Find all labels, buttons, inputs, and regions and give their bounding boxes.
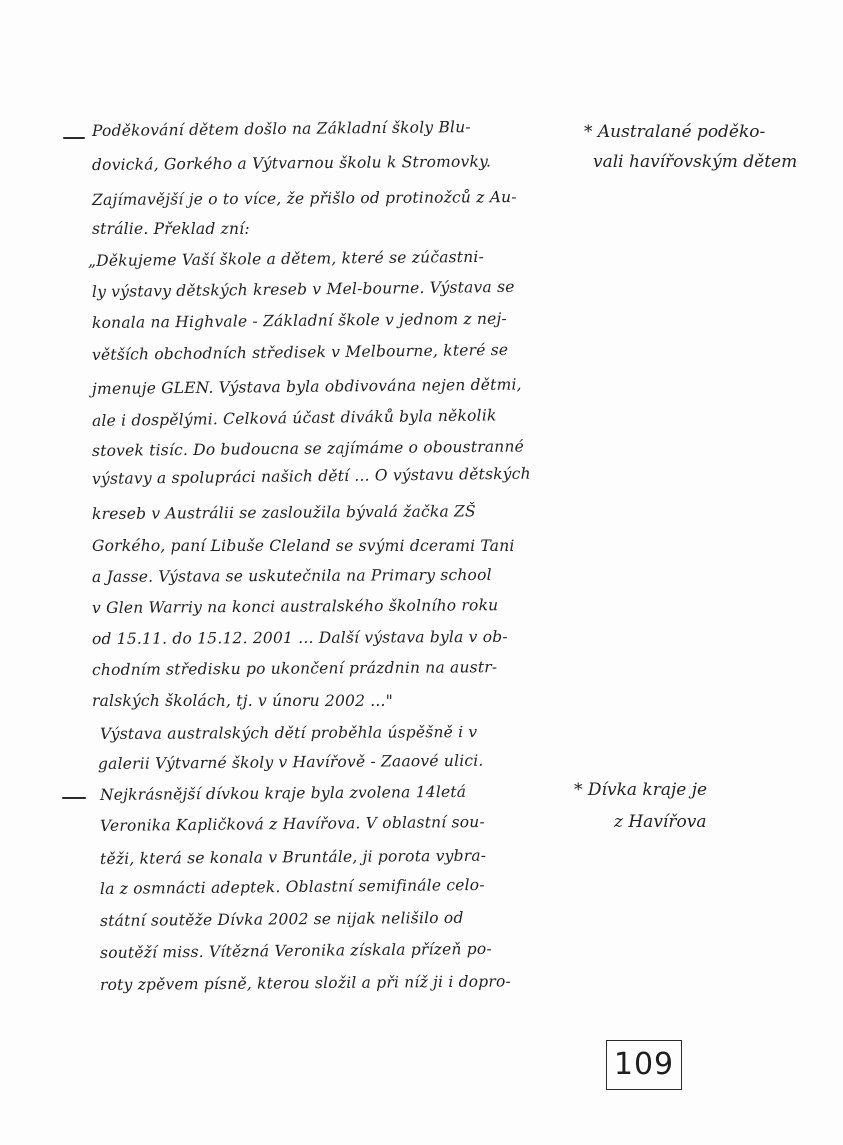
text-line: Výstava australských dětí proběhla úspěšně i v [99, 723, 478, 743]
text-line: galerii Výtvarné školy v Havířově - Zaaové ulici. [97, 751, 484, 773]
text-line: výstavy a spolupráci našich dětí ... O výstavu dětských [91, 464, 531, 488]
text-line: strálie. Překlad zní: [92, 220, 250, 238]
text-line: od 15.11. do 15.12. 2001 ... Další výstava byla v ob- [91, 627, 508, 648]
entry-dash [62, 797, 86, 799]
text-line: Gorkého, paní Libuše Cleland se svými dcerami Tani [92, 537, 515, 555]
text-line: těži, která se konala v Bruntále, ji porota vybra- [99, 846, 487, 868]
text-line: Veronika Kapličková z Havířova. V oblastní sou- [99, 812, 485, 835]
text-line: roty zpěvem písně, kterou složil a při níž ji i dopro- [99, 972, 512, 994]
entry-dash [63, 137, 85, 139]
text-line: ale i dospělými. Celková účast diváků byla několik [91, 406, 497, 430]
page-number-box [606, 1040, 682, 1090]
text-line: v Glen Warriy na konci australského školního roku [91, 596, 499, 617]
margin-note-line: * Australané poděko- [584, 122, 766, 142]
text-line: Poděkování dětem došlo na Základní školy Blu- [91, 118, 471, 140]
text-line: konala na Highvale - Základní škole v jednom z nej- [91, 309, 508, 332]
page-number: 109 [613, 1047, 675, 1082]
text-line: stovek tisíc. Do budoucna se zajímáme o oboustranné [91, 437, 525, 460]
text-line: la z osmnácti adeptek. Oblastní semifinále celo- [99, 875, 485, 898]
text-line: kreseb v Austrálii se zasloužila bývalá žačka ZŠ [91, 502, 476, 523]
margin-note-line: * Dívka kraje je [574, 780, 708, 800]
text-line: „Děkujeme Vaší škole a dětem, které se zúčastni- [87, 247, 485, 270]
text-line: Nejkrásnější dívkou kraje byla zvolena 14letá [99, 782, 467, 804]
text-line: soutěží miss. Vítězná Veronika získala přízeň po- [99, 939, 492, 962]
text-line: dovická, Gorkého a Výtvarnou školu k Stromovky. [91, 152, 492, 174]
text-line: ly výstavy dětských kreseb v Mel-bourne. Výstava se [91, 277, 515, 301]
text-line: větších obchodních středisek v Melbourne, které se [91, 340, 509, 364]
text-line: jmenuje GLEN. Výstava byla obdivována nejen dětmi, [91, 375, 522, 398]
margin-note-line: z Havířova [614, 812, 707, 832]
text-line: ralských školách, tj. v únoru 2002 ..." [92, 692, 393, 710]
text-line: státní soutěže Dívka 2002 se nijak nelišilo od [99, 908, 464, 930]
text-line: chodním středisku po ukončení prázdnin na austr- [91, 658, 498, 679]
text-line: a Jasse. Výstava se uskutečnila na Primary school [91, 565, 492, 586]
text-line: Zajímavější je o to více, že přišlo od protinožců z Au- [91, 188, 517, 209]
margin-note-line: vali havířovským dětem [593, 152, 798, 172]
